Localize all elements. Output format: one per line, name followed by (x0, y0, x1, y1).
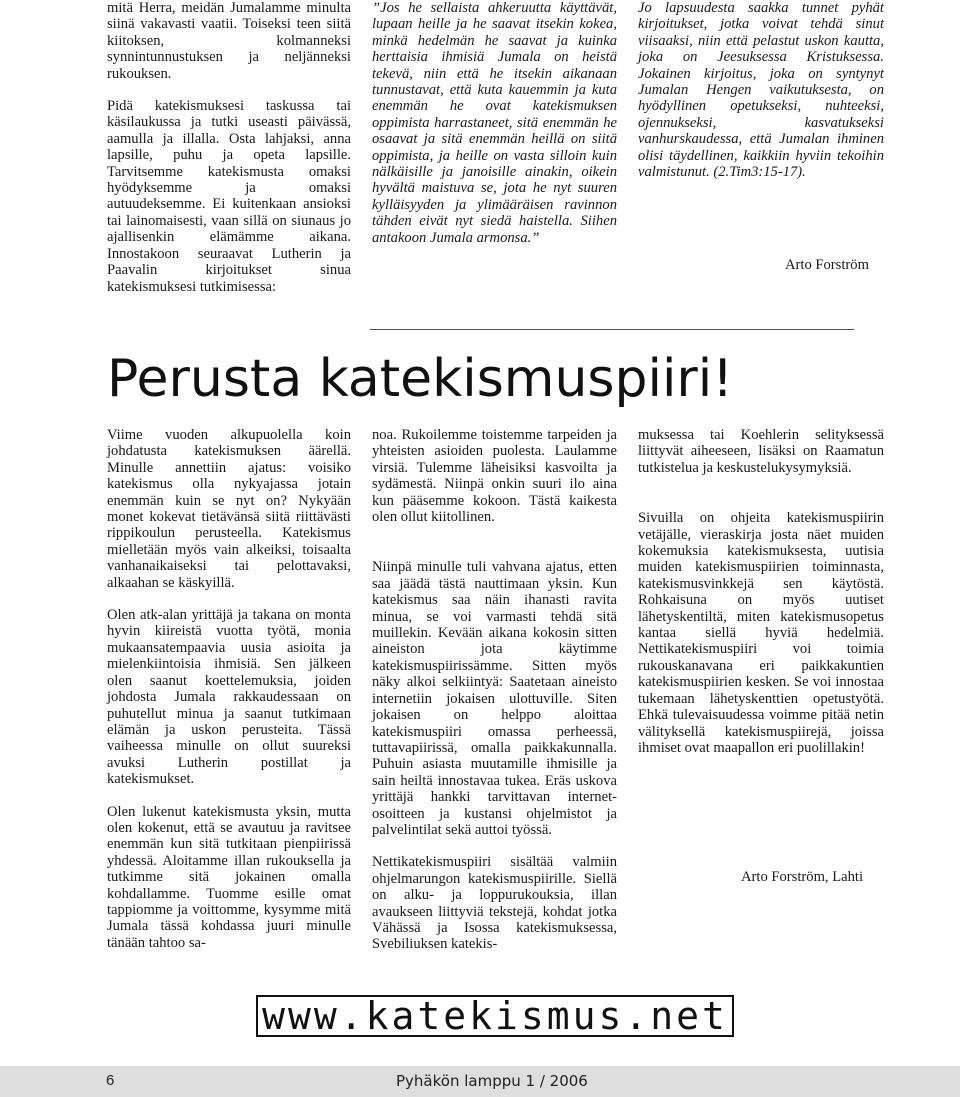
article-signature: Arto Forström, Lahti (741, 869, 864, 885)
section-divider (370, 329, 854, 330)
article-column-1 (107, 427, 351, 951)
publication-name: Pyhäkön lamppu 1 / 2006 (396, 1072, 588, 1090)
top-col1-paragraph-2: Pidä katekismuksesi taskussa tai käsilaukussa ja tutki useasti päivässä, aamulla ja illalla. Osta lahjaksi, anna lapsille, puhu ja opeta lapsille. Tarvitsemme katekismusta omaksi hyödyksemme ja omaksi autuudeksemme. Ei kuitenkaan ansioksi tai lainomaisesti, vaan sillä on siunaus jo ajallisenkin elämämme aikana. Innostakoon seuraavat Lutherin ja Paavalin kirjoitukset sinua katekismuksesi tutkimisessa: (107, 98, 351, 295)
article-column-3 (638, 427, 884, 756)
article-col1-paragraph-1: Viime vuoden alkupuolella koin johdatusta katekismuksen äärellä. Minulle annettiin ajatus: voisiko katekismus olla nykyajassa jotain enemmän kuin se nyt on? Nykyään monet kokevat tietävänsä siitä riittävästi rippikoulun perusteella. Katekismus mielletään myös vain alkeiksi, toisaalta vanhanaikaiseksi tai pelottavaksi, alkaahan se käskyillä. (107, 427, 351, 591)
article-col2-paragraph-3: Nettikatekismuspiiri sisältää valmiin ohjelmarungon katekismuspiirille. Siellä on alku- ja loppurukouksia, illan avaukseen liittyviä tekstejä, kohdat jotka Vähässä ja Isossa katekismuksessa, Svebiliuksen katekis- (372, 854, 617, 953)
article-col1-paragraph-3: Olen lukenut katekismusta yksin, mutta olen kokenut, että se avautuu ja ravitsee enemmän kun sitä tutkitaan pienpiirissä yhdessä. Aloitamme illan rukouksella ja tutkimme sitä jokainen omalla kohdallamme. Tuomme esille omat tappiomme ja voittomme, kysymme mitä Jumala tässä kohdassa juuri minulle tänään tahtoo sa- (107, 803, 351, 951)
article-col2-paragraph-1: noa. Rukoilemme toistemme tarpeiden ja yhteisten asioiden puolesta. Laulamme virsiä. Tulemme läheisiksi kasvoilta ja sydämestä. Niinpä onkin suuri ilo aina kun pääsemme kokoon. Tästä kaikesta olen ollut kiitollinen. (372, 427, 617, 526)
article-title: Perusta katekismuspiiri! (107, 349, 734, 409)
article-column-2 (372, 427, 617, 953)
article-col3-paragraph-1: muksessa tai Koehlerin selityksessä liittyvät aiheeseen, lisäksi on Raamatun tutkistelua ja keskustelukysymyksiä. (638, 427, 884, 476)
website-url[interactable]: www.katekismus.net (256, 995, 734, 1037)
bible-quote-text: Jo lapsuudesta saakka tunnet pyhät kirjoitukset, jotka voivat tehdä sinut viisaaksi, niin että pelastut uskon kautta, joka on Jeesuksessa Kristuksessa. Jokainen kirjoitus, joka on syntynyt Jumalan Hengen vaikutuksesta, on hyödyllinen opetukseksi, nuhteeksi, ojennukseksi, kasvatukseksi vanhurskaudessa, että Jumalan ihminen olisi täydellinen, kaikkiin hyviin tekoihin valmistunut. (2.Tim3:15-17). (638, 0, 884, 181)
article-col1-paragraph-2: Olen atk-alan yrittäjä ja takana on monta hyvin kiireistä vuotta työtä, monia mukaansatempaavia uusia asioita ja mielenkiintoisia ihmisiä. Sen jälkeen olen saanut koettelemuksia, joiden johdosta Jumala rakkaudessaan on puhutellut minua ja saanut tutkimaan elämän ja uskon perusteita. Tässä vaiheessa minulle on ollut suureksi avuksi Lutherin postillat ja katekismukset. (107, 607, 351, 788)
page-number: 6 (106, 1072, 115, 1089)
top-column-1 (107, 0, 351, 295)
luther-quote (372, 0, 617, 246)
luther-quote-text: ”Jos he sellaista ahkeruutta käyttävät, lupaan heille ja he saavat itsekin kokea, minkä hedelmän he saavat ja kuinka herttaisia ihmisiä Jumala on heistä tekevä, niin että he itsekin aikanaan tunnustavat, että kuta kauemmin ja kuta enemmän he ovat katekismuksen oppimista harrastaneet, sitä enemmän he osaavat ja sitä enemmän heillä on siitä oppimista, ja heille on vasta silloin kuin nälkäisille ja janoisille ainakin, oikein hyvältä maistuva se, jota he nyt suuren kylläisyyden ja ylimääräisen ravinnon tähden eivät nyt siedä haistella. Siihen antakoon Jumala armonsa.” (372, 0, 617, 246)
bible-quote (638, 0, 884, 180)
article-col2-paragraph-2: Niinpä minulle tuli vahvana ajatus, etten saa jäädä tästä nauttimaan yksin. Kun katekismus saa näin ihanasti ravita minua, se voi varmasti tehdä sitä muillekin. Kevään aikana kokosin sitten aineiston jota käytimme katekismuspiirissämme. Sitten myös näky alkoi selkiintyä: Saatetaan aineisto internetiin jokaisen ulottuville. Siten jokaisen on helppo aloittaa katekismuspiiri omassa perheessä, tuttavapiirissä, omalla paikkakunnalla. Puhuin asiasta muutamille ihmisille ja sain heiltä innostavaa tukea. Eräs uskova yrittäjä hankki tarvittavan internet-osoitteen ja kustansi ohjelmistot ja palvelintilat sekä auttoi työssä. (372, 559, 617, 838)
top-signature: Arto Forström (785, 257, 869, 273)
page-footer (0, 1066, 960, 1097)
top-col1-paragraph-1: mitä Herra, meidän Jumalamme minulta siinä vakavasti vaatii. Toiseksi teen siitä kiitoksen, kolmanneksi synnintunnustuksen ja neljänneksi rukouksen. (107, 0, 351, 82)
article-col3-paragraph-2: Sivuilla on ohjeita katekismuspiirin vetäjälle, vieraskirja josta näet muiden kokemuksia katekismuksesta, uutisia muiden katekismuspiirien toiminnasta, katekismusvinkkejä sen käytöstä. Rohkaisuna on myös uutiset lähetyskentiltä, miten katekismusopetus kantaa siellä hyviä hedelmiä. Nettikatekismuspiiri voi toimia rukouskanavana eri paikkakuntien katekismuspiirien kesken. Se voi innostaa tukemaan lähetyskenttien opetustyötä. Ehkä tulevaisuudessa voimme pitää netin välityksellä katekismuspiirejä, joissa ihmiset ovat maapallon eri puolillakin! (638, 510, 884, 756)
